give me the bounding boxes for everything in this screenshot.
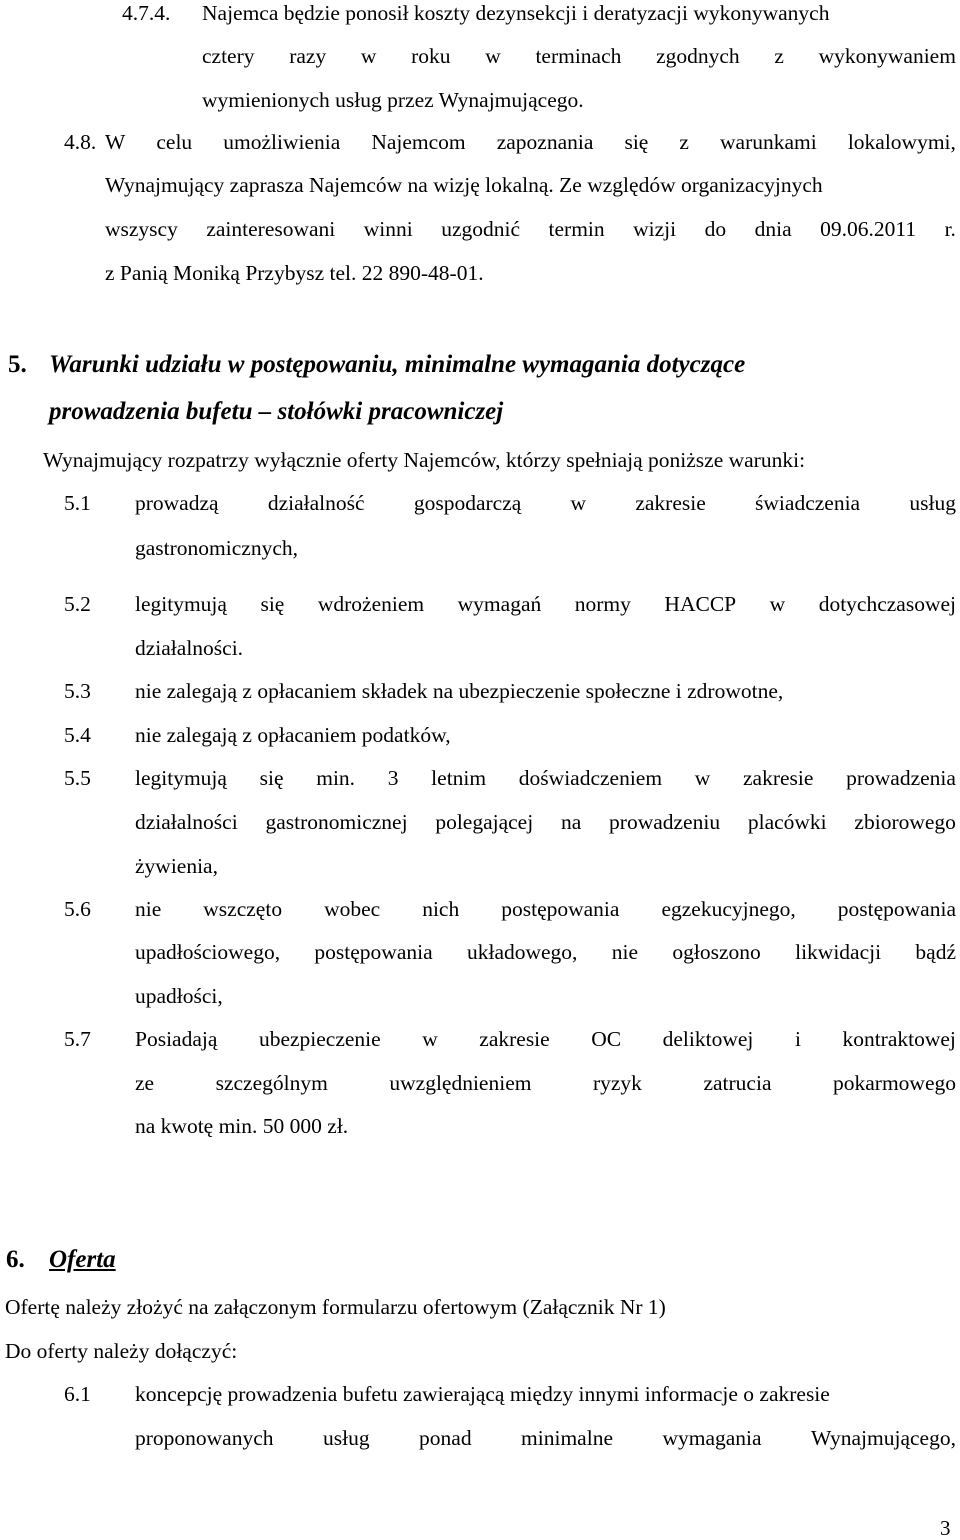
- word: celu: [156, 130, 193, 154]
- word: zakresie: [479, 1027, 550, 1051]
- item-5-7-line-1: [135, 1029, 956, 1051]
- word: HACCP: [664, 592, 737, 616]
- page-number: 3: [940, 1516, 951, 1540]
- word: nie: [135, 897, 162, 921]
- word: dotychczasowej: [818, 592, 956, 616]
- word: na: [560, 810, 582, 834]
- word: legitymują: [135, 592, 227, 616]
- word: z: [679, 130, 689, 154]
- section-5-number: 5.: [8, 351, 27, 378]
- word: w: [694, 766, 711, 790]
- item-5-5-line-2: [135, 812, 956, 834]
- word: działalność: [267, 491, 365, 515]
- word: wymagań: [457, 592, 542, 616]
- word: prowadzą: [135, 491, 219, 515]
- word: minimalne: [521, 1426, 613, 1450]
- word: usług: [322, 1426, 370, 1450]
- word: się: [260, 592, 285, 616]
- item-number-4-8: 4.8.: [64, 130, 97, 154]
- word: cztery: [202, 44, 255, 68]
- item-number-5-3: 5.3: [64, 679, 91, 703]
- item-4-7-4-line-3: wymienionych usług przez Wynajmującego.: [202, 88, 584, 112]
- word: umożliwienia: [223, 130, 341, 154]
- word: dnia: [754, 217, 792, 241]
- word: wobec: [324, 897, 381, 921]
- word: deliktowej: [662, 1027, 754, 1051]
- section-6-para-2: Do oferty należy dołączyć:: [5, 1339, 238, 1363]
- word: ubezpieczenie: [258, 1027, 381, 1051]
- word: wszyscy: [105, 217, 178, 241]
- item-4-7-4-line-1: Najemca będzie ponosił koszty dezynsekcji i deratyzacji wykonywanych: [202, 1, 830, 25]
- word: do: [704, 217, 727, 241]
- item-5-5-line-1: [135, 768, 956, 790]
- word: Posiadają: [135, 1027, 218, 1051]
- word: uzgodnić: [441, 217, 521, 241]
- word: placówki: [747, 810, 827, 834]
- word: zatrucia: [703, 1071, 772, 1095]
- word: bądź: [915, 940, 956, 964]
- word: postępowania: [837, 897, 956, 921]
- word: 3: [387, 766, 399, 790]
- word: w: [769, 592, 786, 616]
- word: wdrożeniem: [317, 592, 425, 616]
- word: prowadzeniu: [609, 810, 721, 834]
- word: likwidacji: [795, 940, 882, 964]
- item-5-6-line-2: [135, 942, 956, 964]
- word: r.: [944, 217, 956, 241]
- word: egzekucyjnego,: [661, 897, 796, 921]
- word: w: [570, 491, 587, 515]
- word: 09.06.2011: [820, 217, 917, 241]
- word: winni: [363, 217, 413, 241]
- word: razy: [289, 44, 327, 68]
- word: z: [774, 44, 784, 68]
- item-number-5-7: 5.7: [64, 1027, 91, 1051]
- item-5-2-line-2: działalności.: [135, 636, 244, 660]
- word: postępowania: [314, 940, 433, 964]
- word: ponad: [419, 1426, 472, 1450]
- word: terminach: [535, 44, 622, 68]
- item-number-5-6: 5.6: [64, 897, 91, 921]
- item-4-7-4-line-2: [202, 46, 956, 68]
- word: ryzyk: [592, 1071, 642, 1095]
- item-5-1-line-2: gastronomicznych,: [135, 536, 298, 560]
- item-5-1-line-1: [135, 493, 956, 515]
- word: wymagania: [662, 1426, 762, 1450]
- word: zakresie: [742, 766, 814, 790]
- item-4-8-line-3: [105, 219, 956, 241]
- section-5-title-line-2: prowadzenia bufetu – stołówki pracowniczej: [49, 398, 504, 425]
- word: nich: [422, 897, 460, 921]
- word: min.: [316, 766, 356, 790]
- item-6-1-line-1: koncepcję prowadzenia bufetu zawierającą między innymi informacje o zakresie: [135, 1382, 830, 1406]
- word: doświadczeniem: [518, 766, 663, 790]
- word: pokarmowego: [833, 1071, 956, 1095]
- word: się: [624, 130, 649, 154]
- word: w: [422, 1027, 438, 1051]
- item-number-5-4: 5.4: [64, 723, 91, 747]
- word: normy: [574, 592, 631, 616]
- word: się: [259, 766, 284, 790]
- word: kontraktowej: [842, 1027, 956, 1051]
- word: gospodarczą: [413, 491, 522, 515]
- section-6-para-1: Ofertę należy złożyć na załączonym formularzu ofertowym (Załącznik Nr 1): [5, 1295, 666, 1319]
- word: w: [485, 44, 501, 68]
- word: postępowania: [501, 897, 620, 921]
- word: szczególnym: [215, 1071, 328, 1095]
- word: ze: [135, 1071, 155, 1095]
- item-5-2-line-1: [135, 594, 956, 616]
- word: w: [360, 44, 377, 68]
- word: zgodnych: [656, 44, 740, 68]
- word: zakresie: [635, 491, 706, 515]
- item-5-7-line-2: [135, 1073, 956, 1095]
- word: i: [794, 1027, 801, 1051]
- section-6-title: Oferta: [49, 1246, 116, 1273]
- word: prowadzenia: [846, 766, 956, 790]
- item-6-1-line-2: [135, 1428, 956, 1450]
- word: gastronomicznej: [265, 810, 408, 834]
- word: działalności: [135, 810, 238, 834]
- word: wykonywaniem: [818, 44, 956, 68]
- word: legitymują: [135, 766, 227, 790]
- word: nie: [611, 940, 639, 964]
- word: wszczęto: [203, 897, 283, 921]
- item-5-3-line-1: nie zalegają z opłacaniem składek na ubezpieczenie społeczne i zdrowotne,: [135, 679, 784, 703]
- item-number-5-5: 5.5: [64, 766, 91, 790]
- section-5-title-line-1: Warunki udziału w postępowaniu, minimalne wymagania dotyczące: [49, 351, 746, 378]
- word: zainteresowani: [206, 217, 336, 241]
- word: uwzględnieniem: [389, 1071, 532, 1095]
- word: termin: [548, 217, 605, 241]
- word: letnim: [431, 766, 487, 790]
- item-5-6-line-1: [135, 899, 956, 921]
- item-number-5-1: 5.1: [64, 491, 91, 515]
- section-6-number: 6.: [6, 1246, 25, 1273]
- item-5-6-line-3: upadłości,: [135, 984, 223, 1008]
- word: Wynajmującego,: [811, 1426, 956, 1450]
- word: świadczenia: [755, 491, 861, 515]
- item-number-6-1: 6.1: [64, 1382, 91, 1406]
- word: W: [105, 130, 126, 154]
- word: OC: [591, 1027, 622, 1051]
- word: upadłościowego,: [135, 940, 281, 964]
- word: układowego,: [466, 940, 578, 964]
- section-5-intro: Wynajmujący rozpatrzy wyłącznie oferty Najemców, którzy spełniają poniższe warunki:: [43, 448, 806, 472]
- word: polegającej: [435, 810, 534, 834]
- item-5-7-line-3: na kwotę min. 50 000 zł.: [135, 1114, 349, 1138]
- word: lokalowymi,: [847, 130, 956, 154]
- item-5-5-line-3: żywienia,: [135, 854, 218, 878]
- word: warunkami: [720, 130, 817, 154]
- word: zbiorowego: [854, 810, 956, 834]
- word: usług: [909, 491, 956, 515]
- item-5-4-line-1: nie zalegają z opłacaniem podatków,: [135, 723, 451, 747]
- word: zapoznania: [496, 130, 594, 154]
- item-4-8-line-4: z Panią Moniką Przybysz tel. 22 890-48-01.: [105, 261, 484, 285]
- word: wizji: [633, 217, 677, 241]
- word: ogłoszono: [672, 940, 761, 964]
- word: proponowanych: [135, 1426, 274, 1450]
- item-number-4-7-4: 4.7.4.: [122, 1, 171, 25]
- item-4-8-line-1: [105, 132, 956, 154]
- item-number-5-2: 5.2: [64, 592, 91, 616]
- word: Najemcom: [371, 130, 466, 154]
- word: roku: [411, 44, 451, 68]
- item-4-8-line-2: Wynajmujący zaprasza Najemców na wizję lokalną. Ze względów organizacyjnych: [105, 173, 823, 197]
